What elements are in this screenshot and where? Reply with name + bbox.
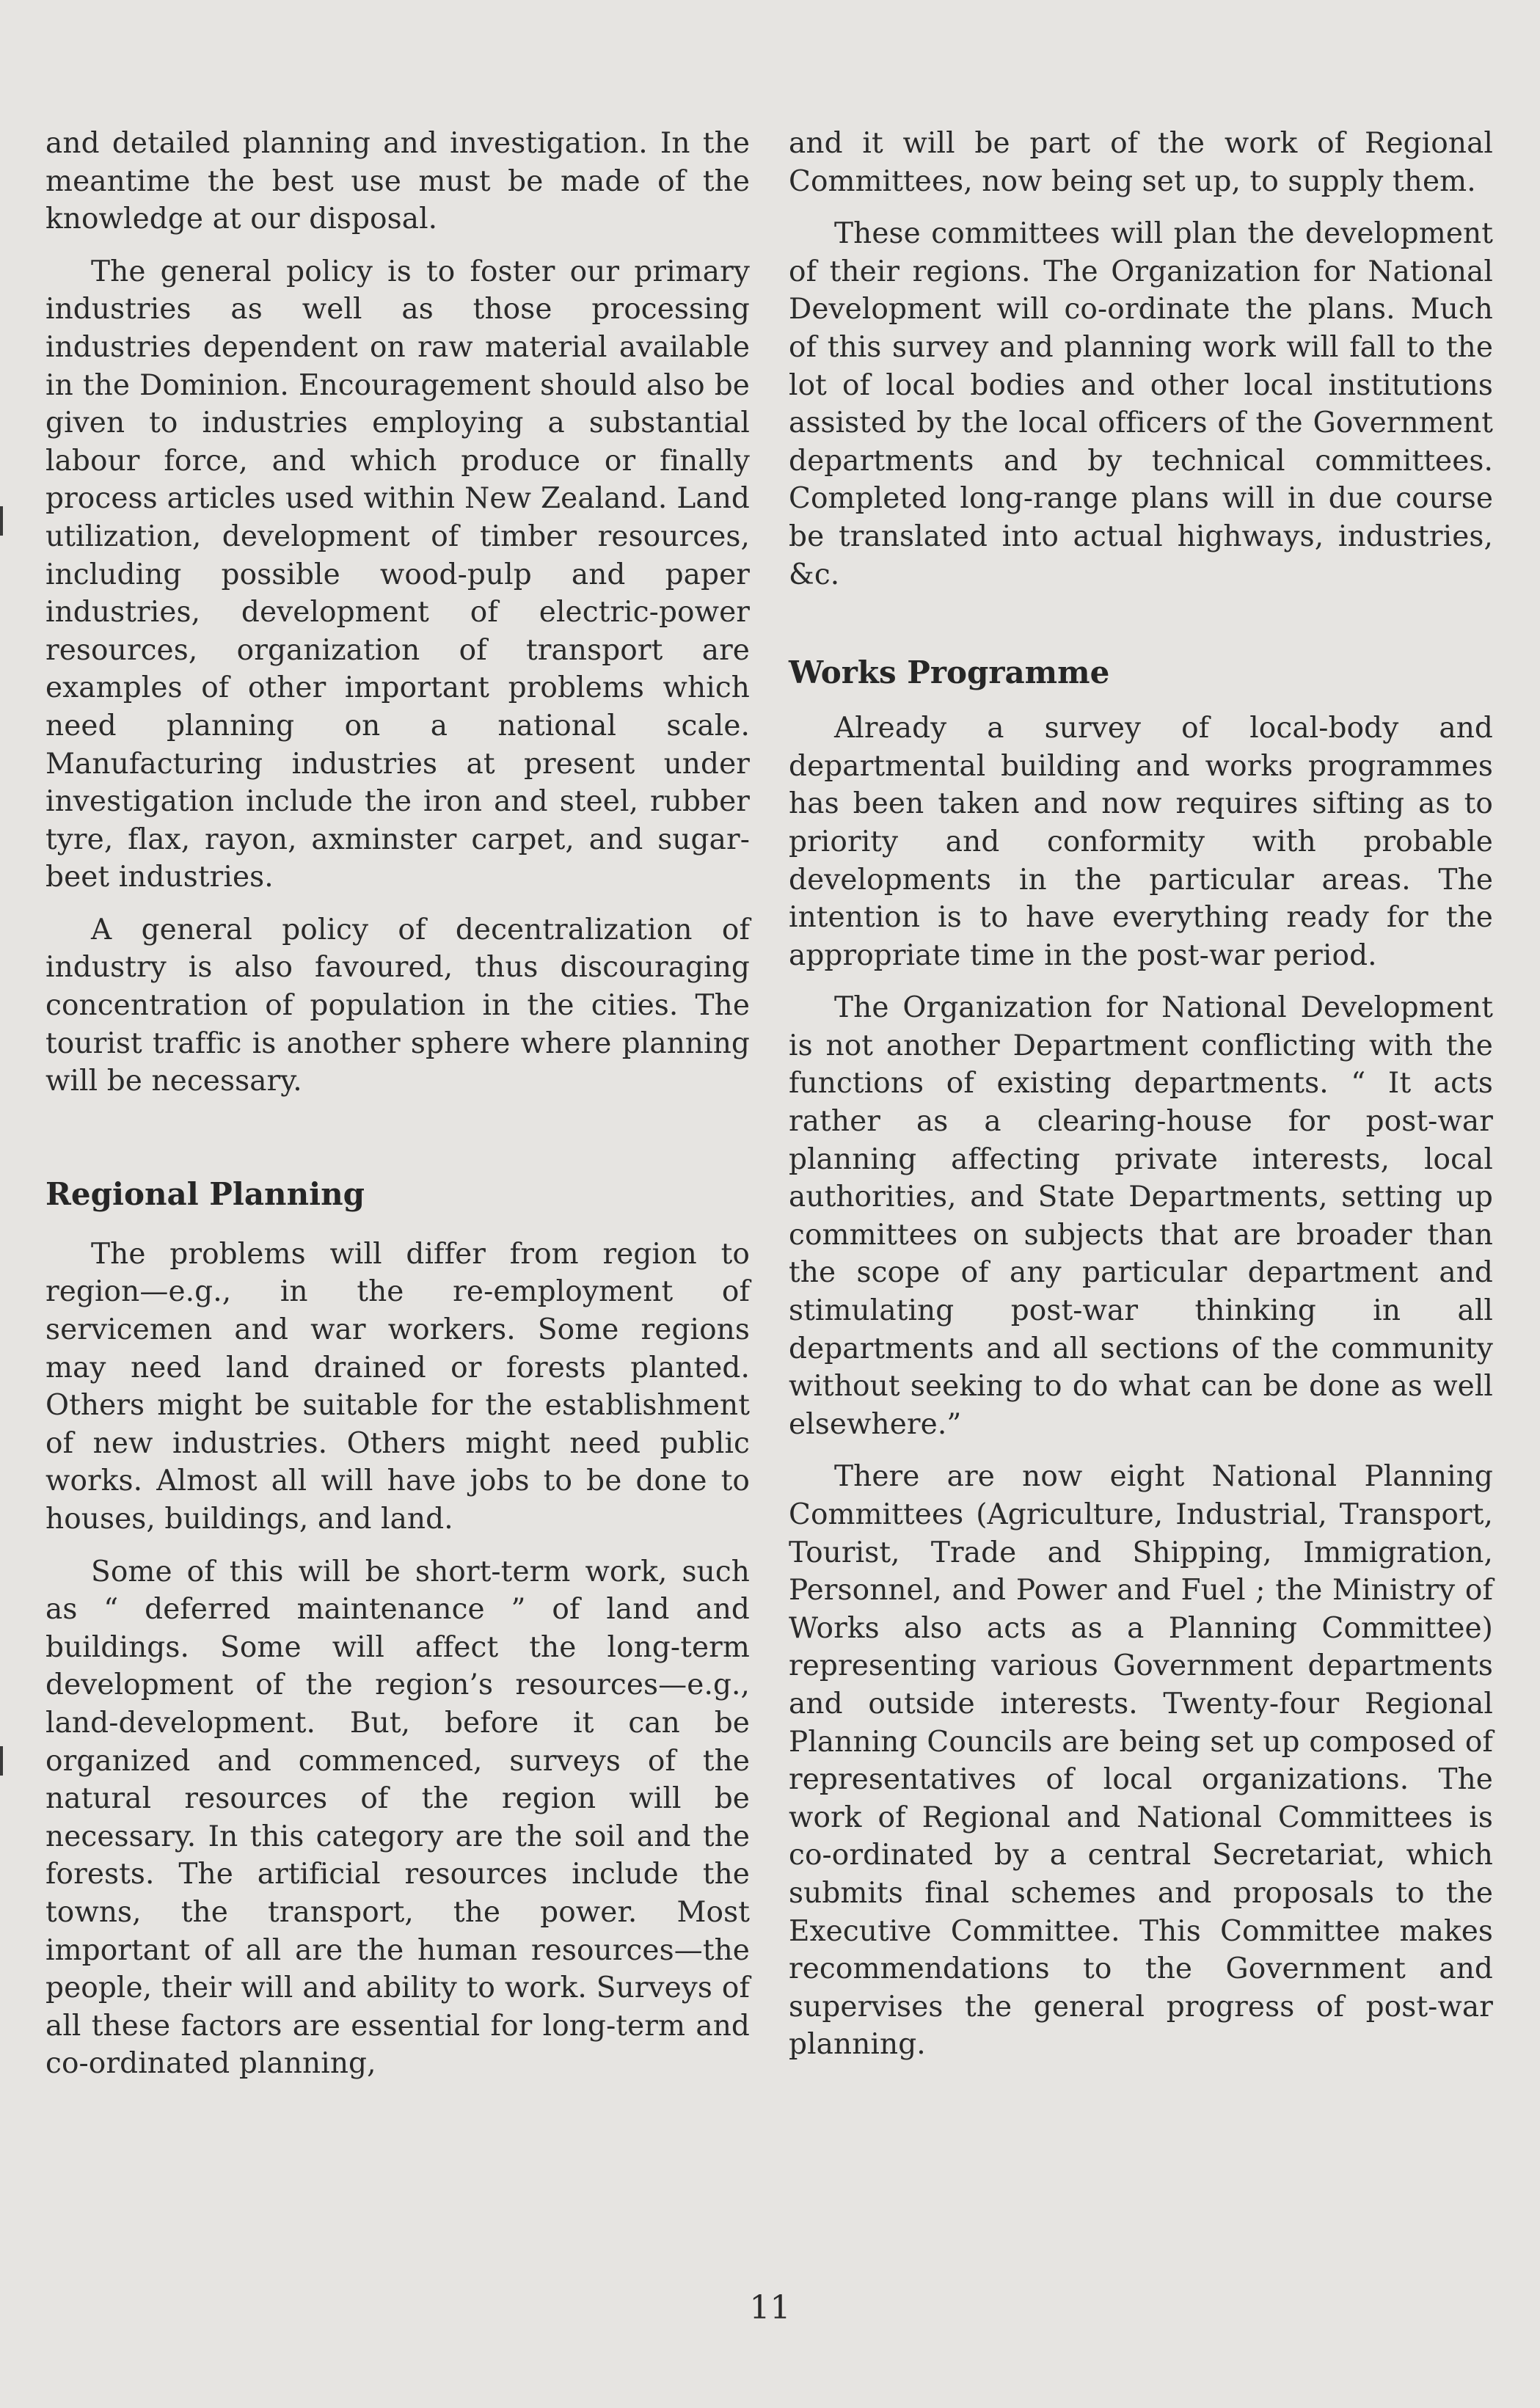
right-column (789, 125, 1493, 2064)
left-column (45, 125, 750, 2083)
paragraph: Some of this will be short-term work, such as “ deferred maintenance ” of land and buildings. Some will affect the long-term development of the region’s resources—e.g., land-development. But, before it can be organized and commenced, surveys of the natural resources of the region will be necessary. In this category are the soil and the forests. The artificial resources include the towns, the transport, the power. Most important of all are the human resources—the people, their will and ability to work. Surveys of all these factors are essential for long-term and co-ordinated planning, (45, 1555, 750, 2081)
margin-mark (0, 1746, 3, 1776)
paragraph: and it will be part of the work of Regional Committees, now being set up, to supply them. (789, 127, 1493, 198)
section-heading-works-programme: Works Programme (789, 654, 1110, 691)
page-number: 11 (749, 2289, 791, 2327)
paragraph: There are now eight National Planning Committees (Agriculture, Industrial, Transport, Tourist, Trade and Shipping, Immigration, Personnel, and Power and Fuel ; the Ministry of Works also acts as a Planning Committee) representing various Government departments and outside interests. Twenty-four Regional Planning Councils are being set up composed of representatives of local organizations. The work of Regional and National Committees is co-ordinated by a central Secretariat, which submits final schemes and proposals to the Executive Committee. This Committee makes recommendations to the Government and supervises the general progress of post-war planning. (789, 1460, 1493, 2062)
paragraph: The problems will differ from region to region—e.g., in the re-employment of servicemen and war workers. Some regions may need land drained or forests planted. Others might be suitable for the establishment of new industries. Others might need public works. Almost all will have jobs to be done to houses, buildings, and land. (45, 1237, 750, 1536)
paragraph: A general policy of decentralization of industry is also favoured, thus discouraging concentration of population in the cities. The tourist traffic is another sphere where planning will be necessary. (45, 913, 750, 1098)
paragraph: The Organization for National Development is not another Department conflicting with the functions of existing departments. “ It acts rather as a clearing-house for post-war planning affecting private interests, local authorities, and State Departments, setting up committees on subjects that are broader than the scope of any particular department and stimulating post-war thinking in all departments and all sections of the community without seeking to do what can be done as well elsewhere.” (789, 991, 1493, 1441)
paragraph: These committees will plan the development of their regions. The Organization for National Development will co-ordinate the plans. Much of this survey and planning work will fall to the lot of local bodies and other local institutions assisted by the local officers of the Government departments and by technical committees. Completed long-range plans will in due course be translated into actual highways, industries, &c. (789, 217, 1493, 591)
margin-mark (0, 506, 3, 536)
paragraph: The general policy is to foster our primary industries as well as those processing industries dependent on raw material available in the Dominion. Encouragement should also be given to industries employing a substantial labour force, and which produce or finally process articles used within New Zealand. Land utilization, development of timber resources, including possible wood-pulp and paper industries, development of electric-power resources, organization of transport are examples of other important problems which need planning on a national scale. Manufacturing industries at present under investigation include the iron and steel, rubber tyre, flax, rayon, axminster carpet, and sugar-beet industries. (45, 255, 750, 894)
paragraph: and detailed planning and investigation. In the meantime the best use must be made of the knowledge at our disposal. (45, 127, 750, 236)
paragraph: Already a survey of local-body and departmental building and works programmes has been taken and now requires sifting as to priority and conformity with probable developments in the particular areas. The intention is to have everything ready for the appropriate time in the post-war period. (789, 712, 1493, 972)
section-heading-regional-planning: Regional Planning (45, 1175, 365, 1212)
